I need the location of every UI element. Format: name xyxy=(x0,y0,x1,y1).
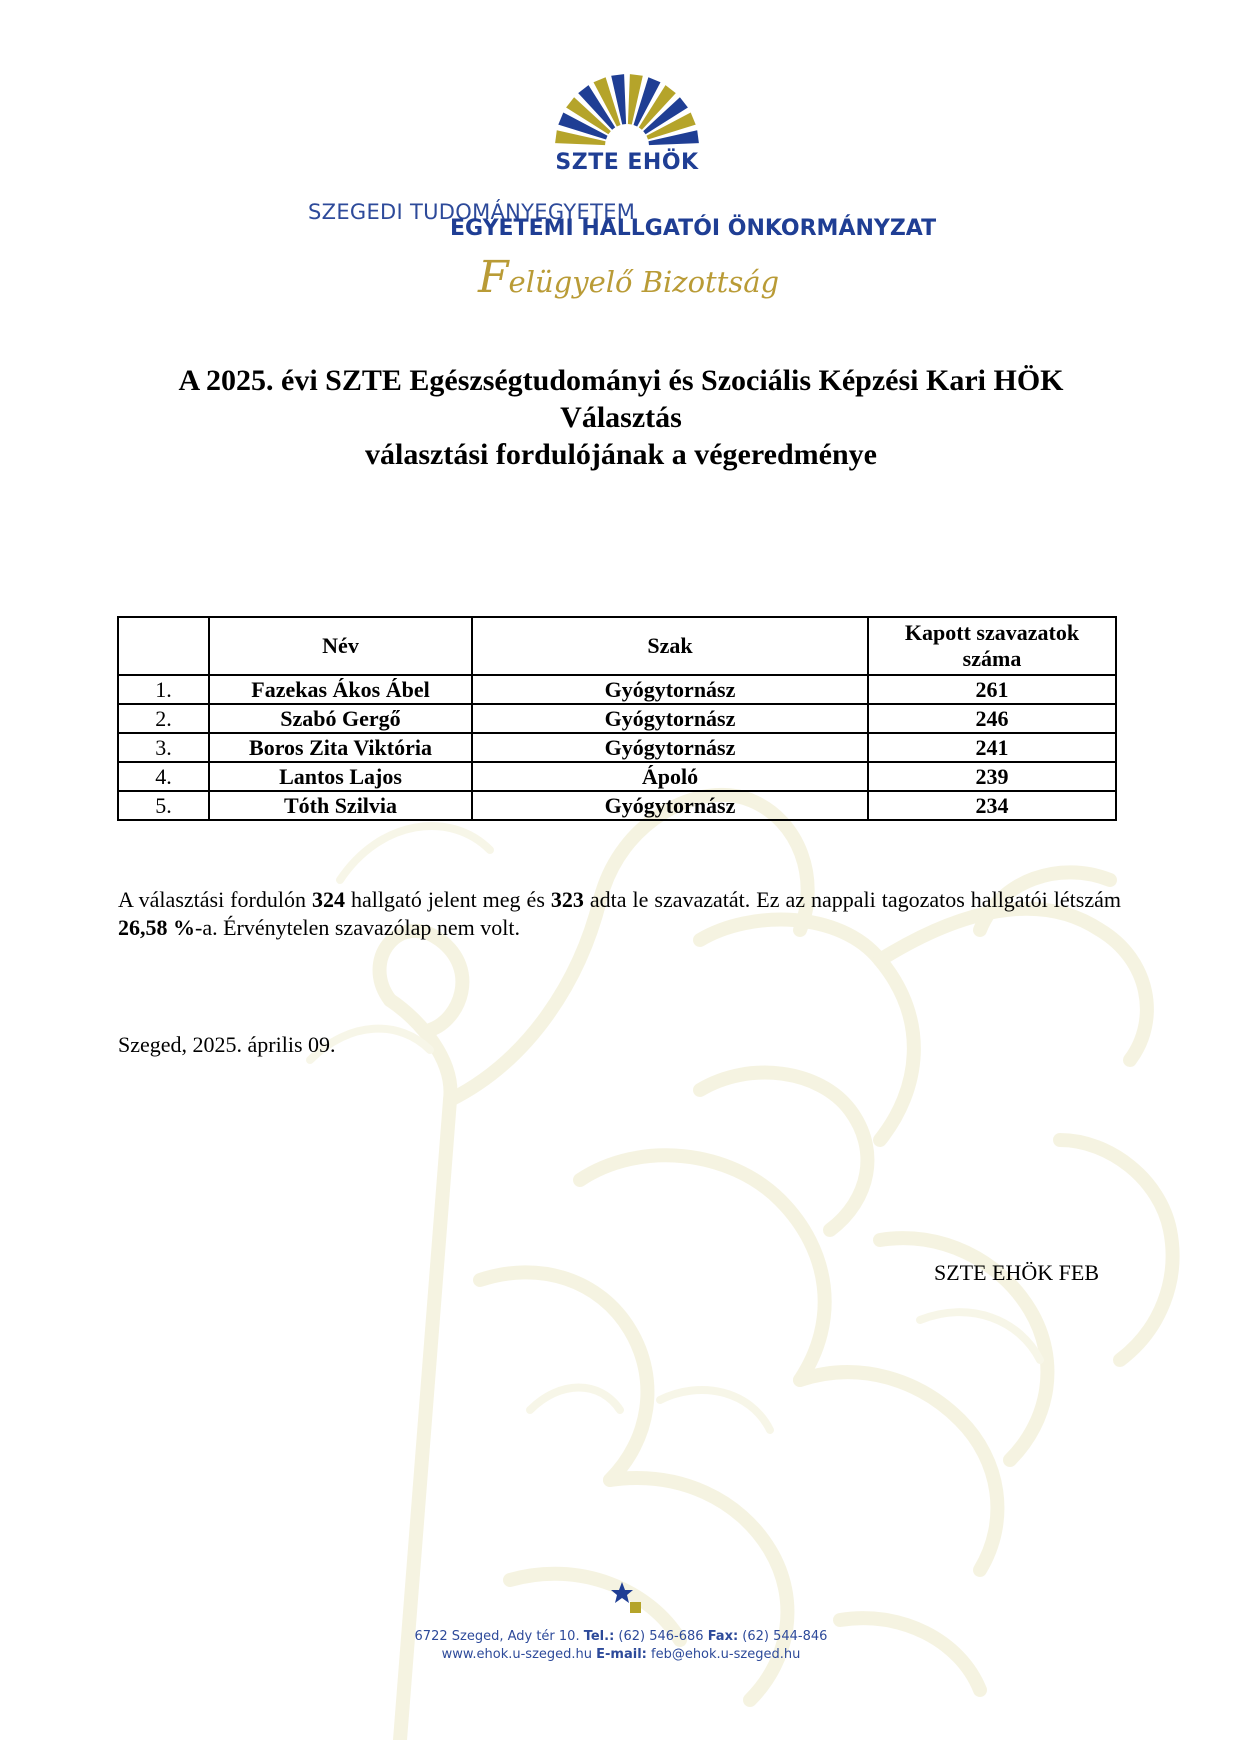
summary-text: A választási fordulón xyxy=(118,887,312,912)
cell-rank: 3. xyxy=(118,733,209,762)
title-line-2: Választás xyxy=(560,401,682,434)
cell-votes: 234 xyxy=(868,791,1116,820)
table-row xyxy=(118,675,1116,704)
star-icon xyxy=(610,1580,650,1620)
cell-name: Boros Zita Viktória xyxy=(209,733,472,762)
cell-major: Gyógytornász xyxy=(472,704,868,733)
footer-tel-label: Tel.: xyxy=(583,1629,615,1644)
cell-name: Lantos Lajos xyxy=(209,762,472,791)
cell-name: Szabó Gergő xyxy=(209,704,472,733)
student-union-name: EGYETEMI HALLGATÓI ÖNKORMÁNYZAT xyxy=(450,216,937,241)
header-votes-line-2: száma xyxy=(962,646,1022,671)
turnout-percent: 26,58 % xyxy=(118,915,195,940)
header-name: Név xyxy=(209,617,472,675)
cell-votes: 261 xyxy=(868,675,1116,704)
cell-major: Gyógytornász xyxy=(472,733,868,762)
voted-count: 323 xyxy=(550,887,584,912)
summary-paragraph xyxy=(118,886,1121,942)
attended-count: 324 xyxy=(311,887,345,912)
committee-name xyxy=(478,252,779,303)
footer-email[interactable]: feb@ehok.u-szeged.hu xyxy=(646,1647,801,1662)
footer-address xyxy=(300,1629,942,1644)
summary-text: hallgató jelent meg és xyxy=(344,887,551,912)
document-title xyxy=(100,362,1142,473)
footer-tel: (62) 546-686 xyxy=(614,1629,708,1644)
place-and-date: Szeged, 2025. április 09. xyxy=(118,1032,336,1057)
cell-name: Fazekas Ákos Ábel xyxy=(209,675,472,704)
cell-rank: 4. xyxy=(118,762,209,791)
footer-address-text: 6722 Szeged, Ady tér 10. xyxy=(414,1629,584,1644)
header-major: Szak xyxy=(472,617,868,675)
table-row xyxy=(118,733,1116,762)
cell-rank: 1. xyxy=(118,675,209,704)
footer-website[interactable]: www.ehok.u-szeged.hu xyxy=(441,1647,597,1662)
footer-fax: (62) 544-846 xyxy=(738,1629,828,1644)
header-rank xyxy=(118,617,209,675)
cell-votes: 239 xyxy=(868,762,1116,791)
header-votes-line-1: Kapott szavazatok xyxy=(904,620,1080,645)
results-table xyxy=(117,616,1117,821)
summary-text: adta le szavazatát. Ez az nappali tagozatos hallgatói létszám xyxy=(583,887,1121,912)
university-name: SZEGEDI TUDOMÁNYEGYETEM xyxy=(308,200,636,224)
signature: SZTE EHÖK FEB xyxy=(934,1260,1099,1285)
footer-fax-label: Fax: xyxy=(707,1629,739,1644)
cell-name: Tóth Szilvia xyxy=(209,791,472,820)
committee-name-initial: F xyxy=(478,252,509,303)
table-row xyxy=(118,762,1116,791)
title-line-3: választási fordulójának a végeredménye xyxy=(365,438,877,471)
header-votes xyxy=(868,617,1116,675)
table-row xyxy=(118,704,1116,733)
cell-votes: 246 xyxy=(868,704,1116,733)
footer-email-label: E-mail: xyxy=(596,1647,647,1662)
summary-text: -a. Érvénytelen szavazólap nem volt. xyxy=(195,915,520,940)
table-header-row xyxy=(118,617,1116,675)
table-row xyxy=(118,791,1116,820)
cell-votes: 241 xyxy=(868,733,1116,762)
cell-major: Gyógytornász xyxy=(472,675,868,704)
title-line-1: A 2025. évi SZTE Egészségtudományi és Szociális Képzési Kari HÖK xyxy=(178,364,1064,397)
committee-name-rest: elügyelő Bizottság xyxy=(508,265,780,299)
logo-text: SZTE EHÖK xyxy=(555,150,699,175)
cell-major: Gyógytornász xyxy=(472,791,868,820)
footer-contact xyxy=(300,1647,942,1662)
cell-rank: 2. xyxy=(118,704,209,733)
cell-rank: 5. xyxy=(118,791,209,820)
cell-major: Ápoló xyxy=(472,762,868,791)
